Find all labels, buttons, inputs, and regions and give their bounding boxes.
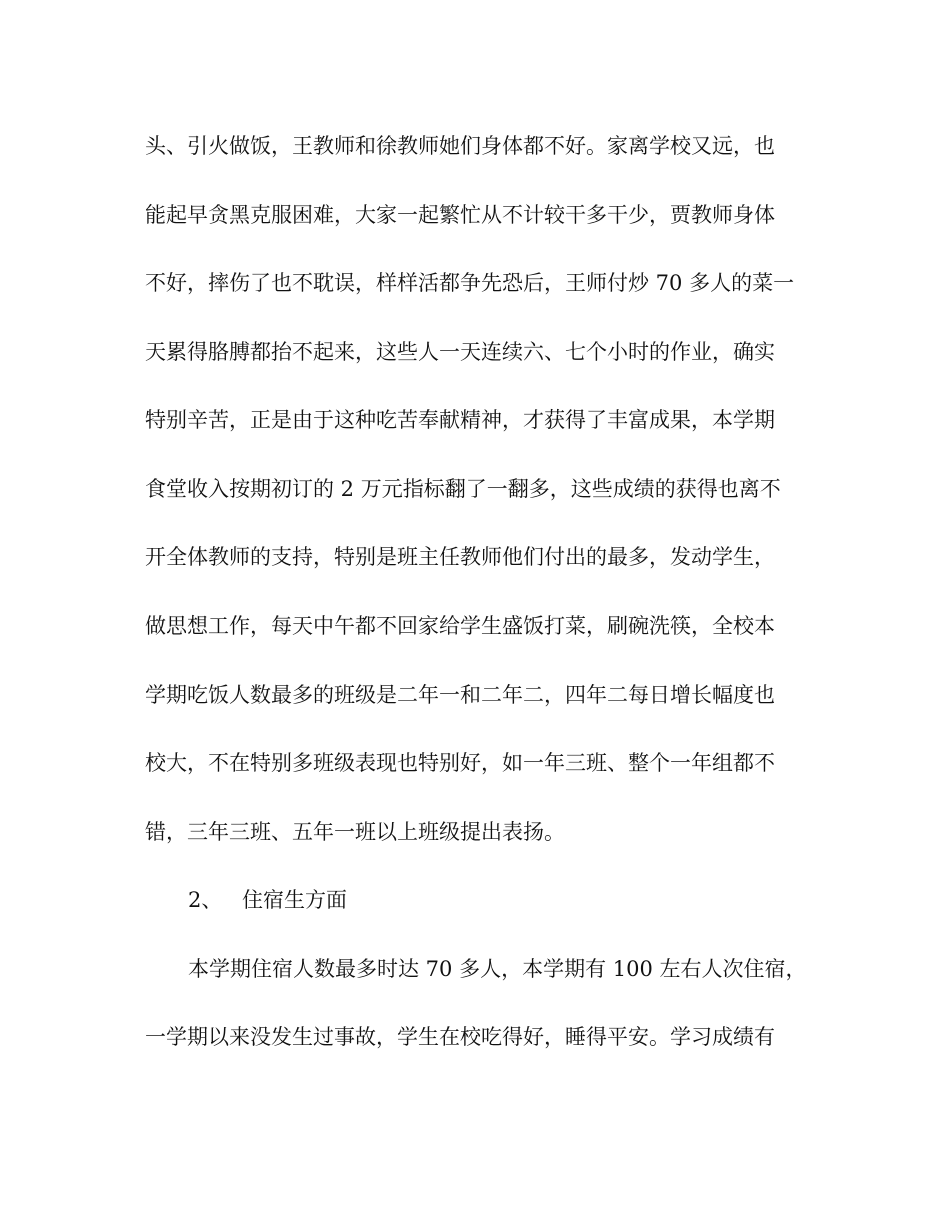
body-text-line: 不好，摔伤了也不耽误，样样活都争先恐后，王师付炒 70 多人的菜一	[145, 271, 795, 295]
section-number: 2、	[188, 888, 223, 912]
body-text-line: 能起早贪黑克服困难，大家一起繁忙从不计较干多干少，贾教师身体	[145, 203, 775, 227]
body-text-line: 校大，不在特别多班级表现也特别好，如一年三班、整个一年组都不	[145, 751, 775, 775]
body-text-line: 错，三年三班、五年一班以上班级提出表扬。	[145, 820, 565, 844]
body-text-line: 食堂收入按期初订的 2 万元指标翻了一翻多，这些成绩的获得也离不	[145, 477, 781, 501]
section-title: 住宿生方面	[242, 888, 347, 912]
body-text-line: 开全体教师的支持，特别是班主任教师他们付出的最多，发动学生，	[145, 545, 775, 569]
body-text-line: 特别辛苦，正是由于这种吃苦奉献精神，才获得了丰富成果，本学期	[145, 408, 775, 432]
body-text-line: 天累得胳膊都抬不起来，这些人一天连续六、七个小时的作业，确实	[145, 340, 775, 364]
body-text-line: 做思想工作，每天中午都不回家给学生盛饭打菜，刷碗洗筷，全校本	[145, 614, 775, 638]
body-text-line: 学期吃饭人数最多的班级是二年一和二年二，四年二每日增长幅度也	[145, 683, 775, 707]
body-text-line: 本学期住宿人数最多时达 70 多人，本学期有 100 左右人次住宿，	[188, 957, 807, 981]
body-text-line: 头、引火做饭，王教师和徐教师她们身体都不好。家离学校又远，也	[145, 134, 775, 158]
body-text-line: 一学期以来没发生过事故，学生在校吃得好，睡得平安。学习成绩有	[145, 1025, 775, 1049]
